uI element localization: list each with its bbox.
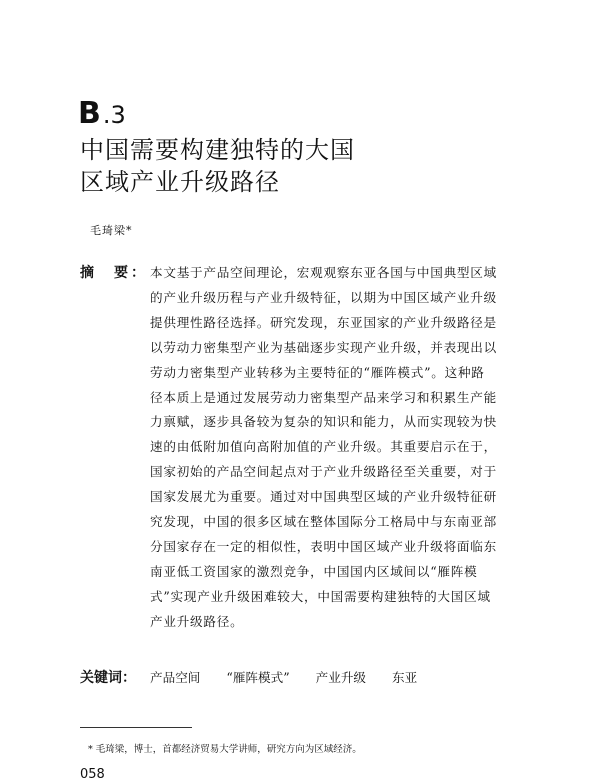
series-label <box>78 96 126 130</box>
abstract-line: 以劳动力密集型产业为基础逐步实现产业升级，并表现出以 <box>150 339 497 355</box>
abstract-line: 国家发展尤为重要。通过对中国典型区域的产业升级特征研 <box>150 489 497 505</box>
abstract-line: 径本质上是通过发展劳动力密集型产品来学习和积累生产能 <box>150 389 497 405</box>
keyword: 东亚 <box>392 670 418 685</box>
series-letter: B <box>78 96 101 131</box>
page-number: 058 <box>80 767 105 782</box>
keyword: 产品空间 <box>150 670 201 685</box>
abstract-line: 提供理性路径选择。研究发现，东亚国家的产业升级路径是 <box>150 314 497 330</box>
abstract-line: 国家初始的产品空间起点对于产业升级路径至关重要，对于 <box>150 464 497 480</box>
title-line: 区域产业升级路径 <box>80 168 280 196</box>
abstract-line: 的产业升级历程与产业升级特征，以期为中国区域产业升级 <box>150 289 497 305</box>
keyword: “雁阵模式” <box>226 670 290 685</box>
series-number: .3 <box>102 101 126 129</box>
title-line: 中国需要构建独特的大国 <box>80 136 355 164</box>
keywords-label: 关键词： <box>80 670 136 686</box>
abstract-line: 南亚低工资国家的激烈竞争，中国国内区域间以“雁阵模 <box>150 563 478 579</box>
abstract-line: 分国家存在一定的相似性，表明中国区域产业升级将面临东 <box>150 538 497 554</box>
article-title <box>80 134 540 198</box>
abstract-text <box>150 261 534 635</box>
footnote: * 毛琦梁，博士，首都经济贸易大学讲师，研究方向为区域经济。 <box>88 744 362 755</box>
abstract-line: 产业升级路径。 <box>150 613 244 629</box>
keywords-list <box>150 667 443 686</box>
footnote-divider <box>80 727 192 728</box>
abstract-line: 究发现，中国的很多区域在整体国际分工格局中与东南亚部 <box>150 514 497 530</box>
author: 毛琦梁* <box>90 224 133 237</box>
abstract-line: 力禀赋，逐步具备较为复杂的知识和能力，从而实现较为快 <box>150 414 497 430</box>
keyword: 产业升级 <box>315 670 367 685</box>
abstract-line: 劳动力密集型产业转移为主要特征的“雁阵模式”。这种路 <box>150 364 485 380</box>
abstract-line: 式”实现产业升级困难较大，中国需要构建独特的大国区域 <box>150 588 491 604</box>
abstract-line: 速的由低附加值向高附加值的产业升级。其重要启示在于， <box>150 439 497 455</box>
abstract-label: 摘 要： <box>80 265 148 281</box>
abstract-line: 本文基于产品空间理论，宏观观察东亚各国与中国典型区域 <box>150 265 497 280</box>
